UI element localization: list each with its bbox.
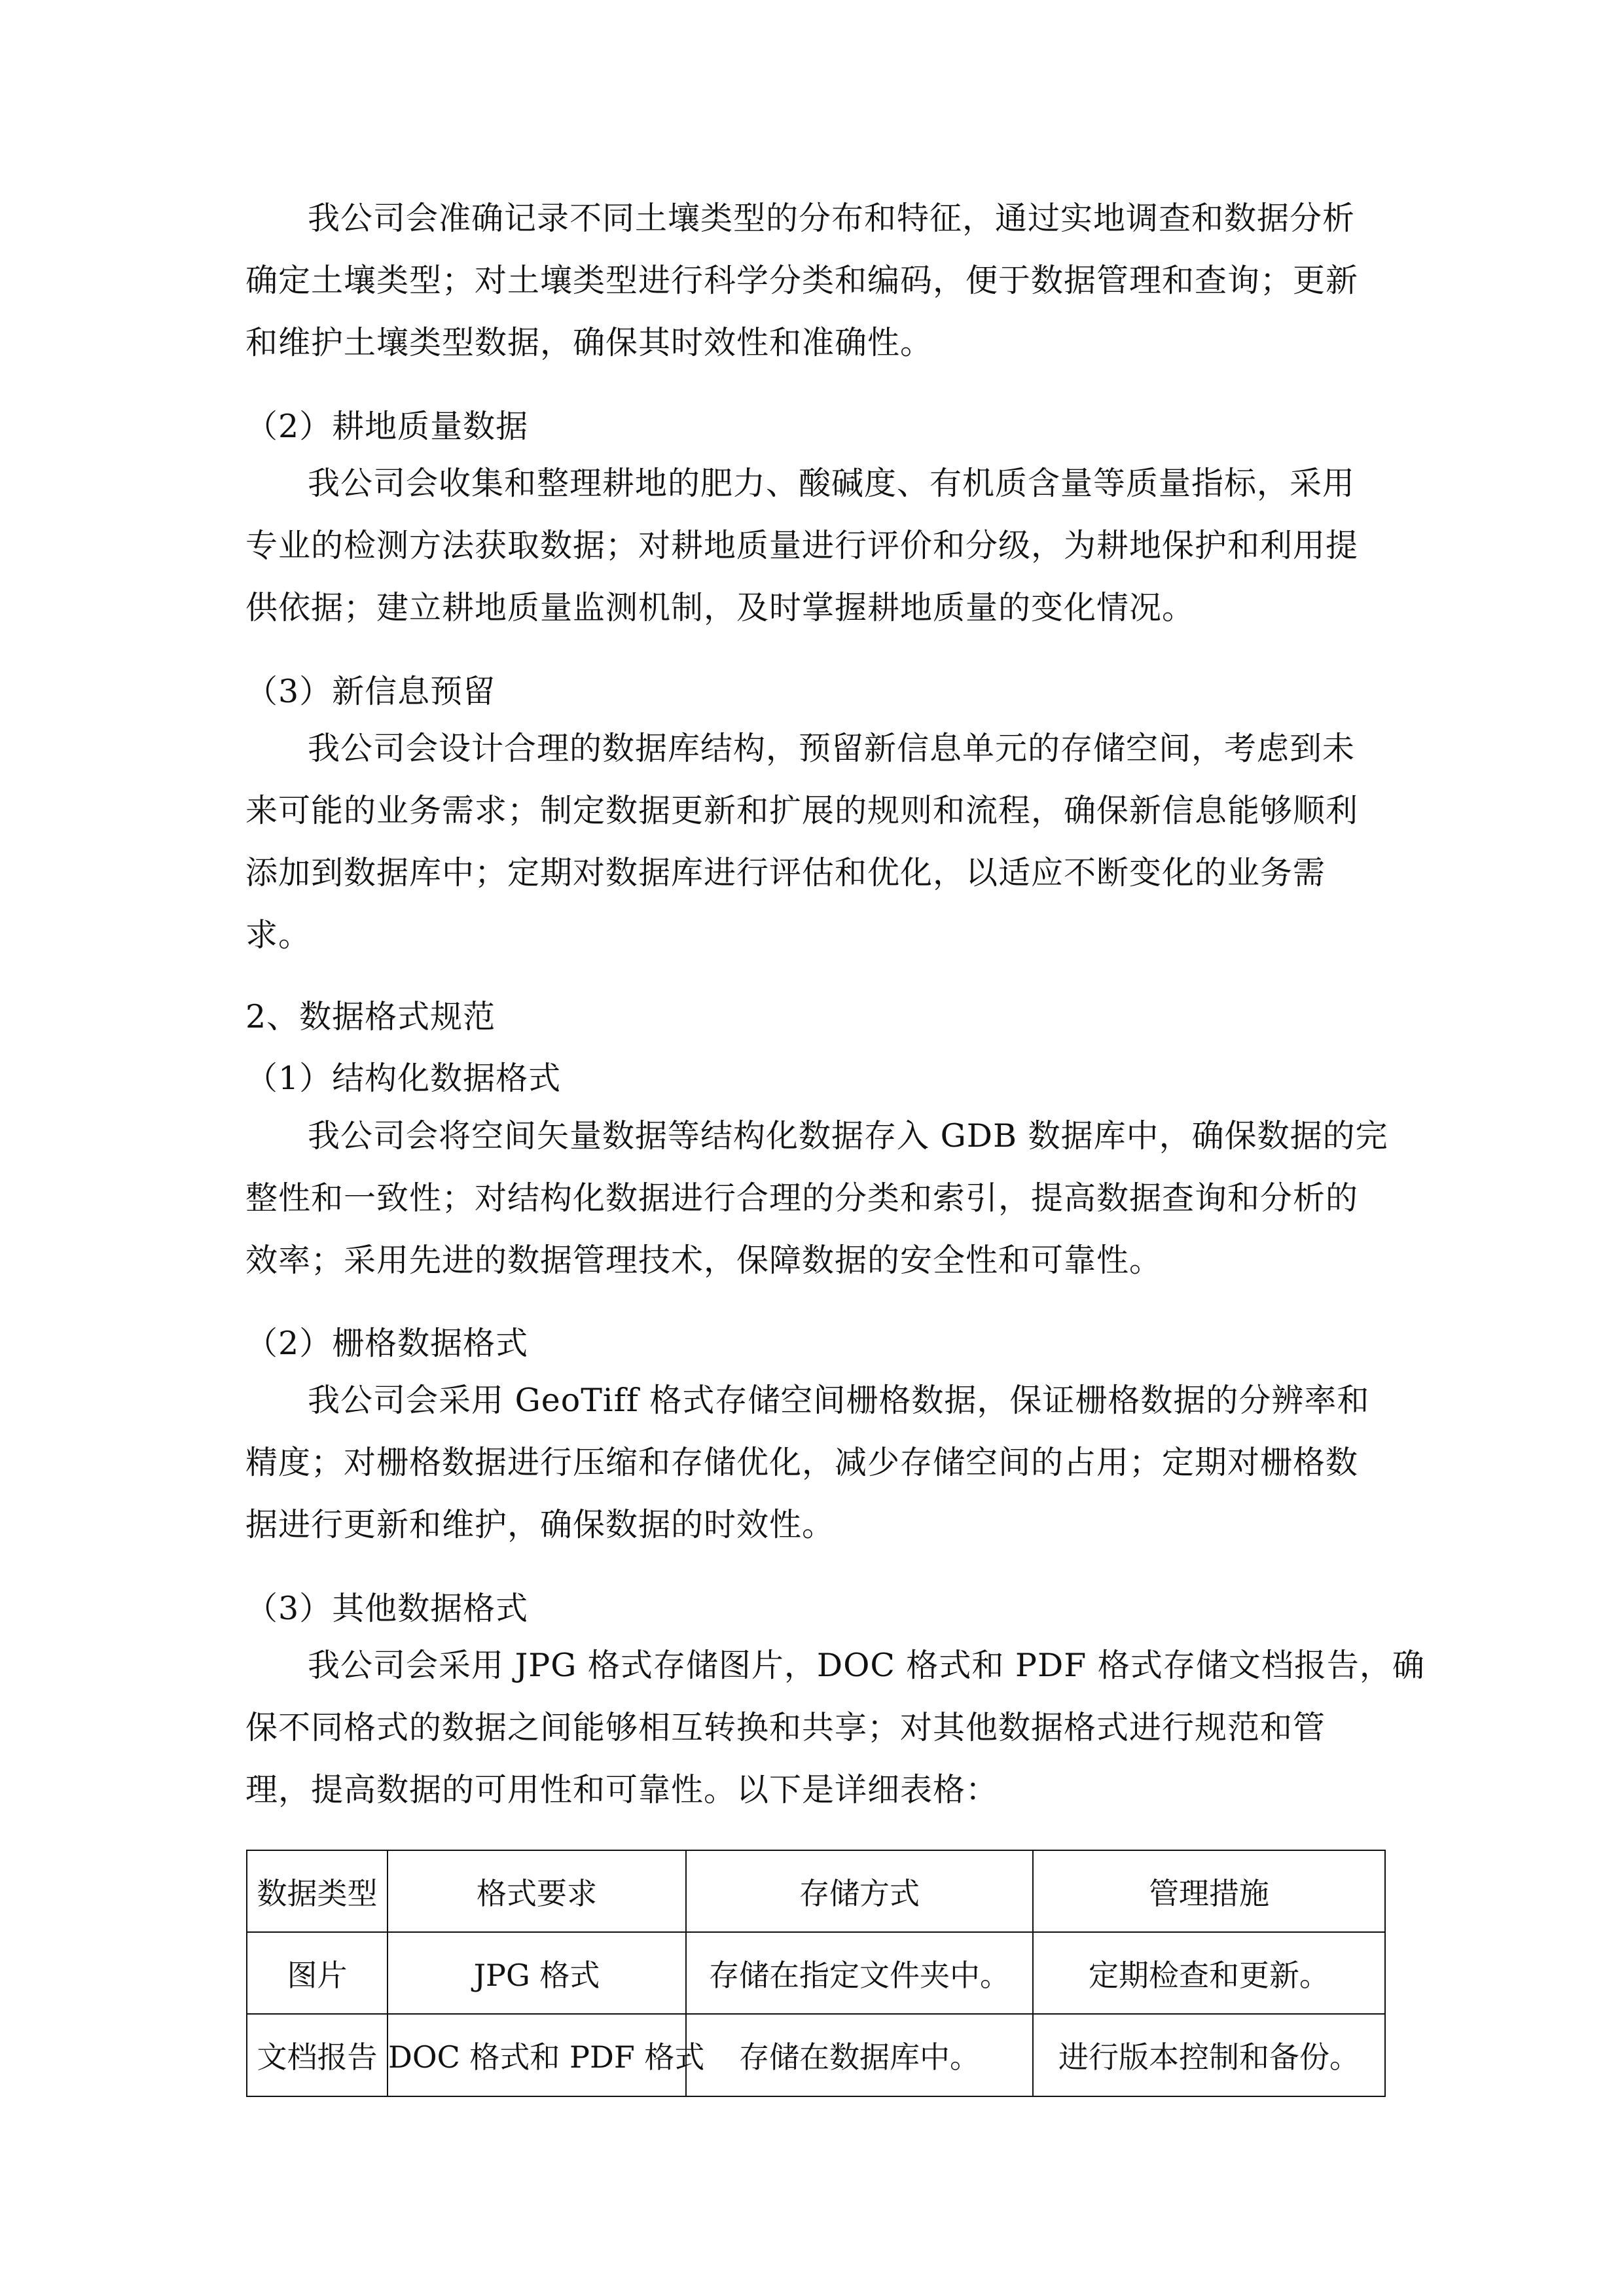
- table-header-cell: 存储方式: [686, 1850, 1033, 1932]
- paragraph-line: 我公司会收集和整理耕地的肥力、酸碱度、有机质含量等质量指标，采用: [308, 465, 1356, 502]
- format-table: [246, 1850, 1386, 2097]
- paragraph-line: 供依据；建立耕地质量监测机制，及时掌握耕地质量的变化情况。: [245, 589, 1195, 626]
- paragraph-line: 理，提高数据的可用性和可靠性。以下是详细表格：: [245, 1771, 999, 1808]
- table-cell: 定期检查和更新。: [1033, 1932, 1385, 2014]
- paragraph-line: 我公司会采用 JPG 格式存储图片，DOC 格式和 PDF 格式存储文档报告，确: [308, 1647, 1425, 1684]
- paragraph-line: 保不同格式的数据之间能够相互转换和共享；对其他数据格式进行规范和管: [245, 1709, 1326, 1746]
- paragraph-line: 我公司会准确记录不同土壤类型的分布和特征，通过实地调查和数据分析: [308, 200, 1356, 237]
- paragraph-line: 添加到数据库中；定期对数据库进行评估和优化，以适应不断变化的业务需: [245, 854, 1326, 891]
- table-header-row: [247, 1850, 1385, 1932]
- paragraph-line: 我公司会采用 GeoTiff 格式存储空间栅格数据，保证栅格数据的分辨率和: [308, 1382, 1370, 1419]
- paragraph-line: 精度；对栅格数据进行压缩和存储优化，减少存储空间的占用；定期对栅格数: [245, 1444, 1359, 1481]
- table-cell: 图片: [247, 1932, 388, 2014]
- section-heading: （2）耕地质量数据: [245, 408, 529, 445]
- table-header-cell: 管理措施: [1033, 1850, 1385, 1932]
- section-heading: （1）结构化数据格式: [245, 1060, 562, 1097]
- table-cell: 文档报告: [247, 2014, 388, 2096]
- table-header-cell: 数据类型: [247, 1850, 388, 1932]
- paragraph-line: 据进行更新和维护，确保数据的时效性。: [245, 1506, 835, 1543]
- paragraph-line: 专业的检测方法获取数据；对耕地质量进行评价和分级，为耕地保护和利用提: [245, 527, 1359, 564]
- paragraph-line: 和维护土壤类型数据，确保其时效性和准确性。: [245, 324, 933, 361]
- chapter-heading: 2、数据格式规范: [245, 998, 496, 1035]
- table-header-cell: 格式要求: [388, 1850, 686, 1932]
- paragraph-line: 来可能的业务需求；制定数据更新和扩展的规则和流程，确保新信息能够顺利: [245, 792, 1359, 829]
- paragraph-line: 我公司会将空间矢量数据等结构化数据存入 GDB 数据库中，确保数据的完: [308, 1117, 1388, 1155]
- table-row: [247, 2014, 1385, 2096]
- paragraph-line: 效率；采用先进的数据管理技术，保障数据的安全性和可靠性。: [245, 1242, 1163, 1279]
- section-heading: （2）栅格数据格式: [245, 1325, 529, 1362]
- paragraph-line: 我公司会设计合理的数据库结构，预留新信息单元的存储空间，考虑到未: [308, 730, 1356, 767]
- section-heading: （3）新信息预留: [245, 673, 496, 710]
- table-cell: 存储在数据库中。: [686, 2014, 1033, 2096]
- paragraph-line: 整性和一致性；对结构化数据进行合理的分类和索引，提高数据查询和分析的: [245, 1179, 1359, 1217]
- table-cell: DOC 格式和 PDF 格式: [388, 2014, 686, 2096]
- paragraph-line: 确定土壤类型；对土壤类型进行科学分类和编码，便于数据管理和查询；更新: [245, 262, 1359, 299]
- paragraph-line: 求。: [245, 916, 312, 954]
- section-heading: （3）其他数据格式: [245, 1590, 529, 1627]
- table-cell: 存储在指定文件夹中。: [686, 1932, 1033, 2014]
- table-cell: 进行版本控制和备份。: [1033, 2014, 1385, 2096]
- table-row: [247, 1932, 1385, 2014]
- table-cell: JPG 格式: [388, 1932, 686, 2014]
